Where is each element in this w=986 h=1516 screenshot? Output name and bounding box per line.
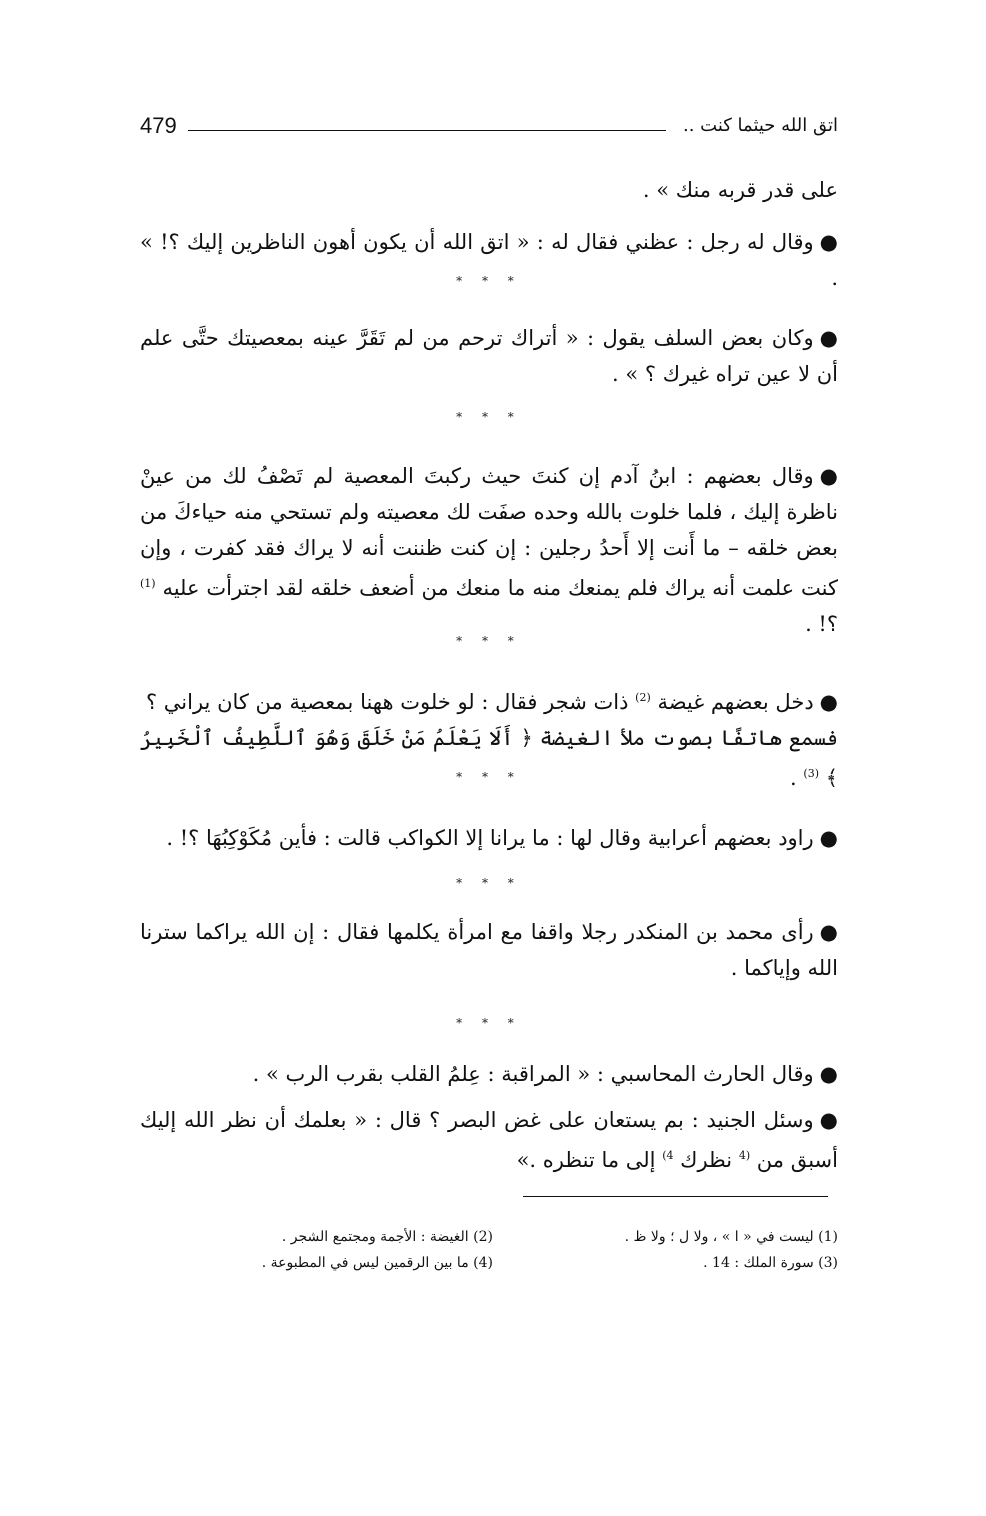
- page-number: 479: [140, 113, 177, 138]
- footnote-ref: (4: [738, 1149, 751, 1162]
- page-header: [140, 108, 838, 144]
- section-separator: * * *: [456, 876, 522, 890]
- bullet-icon: ●: [819, 230, 838, 254]
- bullet-icon: ●: [819, 464, 838, 488]
- footnote-3: (3) سورة الملك : 14 .: [703, 1255, 838, 1271]
- paragraph-text-tail: .: [790, 766, 804, 790]
- footnote-2: (2) الغيضة : الأجمة ومجتمع الشجر .: [281, 1229, 493, 1245]
- section-separator: * * *: [456, 274, 522, 288]
- paragraph-text: وقال له رجل : عظني فقال له : « اتق الله أن يكون أهون الناظرين إليك ؟! » .: [140, 230, 838, 290]
- footnote-ref: (2): [635, 691, 651, 704]
- paragraph-5: [140, 820, 838, 856]
- paragraph-continuation: [140, 172, 838, 208]
- paragraph-text-tail: ؟! .: [805, 612, 838, 636]
- footnotes: [140, 1224, 838, 1276]
- running-title: اتق الله حيثما كنت ..: [682, 115, 838, 136]
- paragraph-text: وسئل الجنيد : بم يستعان على غض البصر ؟ قال : « بعلمك أن نظر الله إليك أسبق من: [140, 1108, 838, 1172]
- paragraph-text-tail: نظرك: [673, 1148, 739, 1172]
- section-separator: * * *: [456, 1016, 522, 1030]
- footnote-ref: (3): [803, 767, 819, 780]
- paragraph-6: [140, 914, 838, 986]
- paragraph-text: وقال الحارث المحاسبي : « المراقبة : عِلمُ القلب بقرب الرب » .: [252, 1062, 814, 1086]
- paragraph-8: [140, 1102, 838, 1178]
- paragraph-text: رأى محمد بن المنكدر رجلا واقفا مع امرأة يكلمها فقال : إن الله يراكما سترنا الله وإياكما .: [140, 920, 838, 980]
- footnote-ref: (1): [140, 577, 156, 590]
- paragraph-text-tail: ذات شجر فقال : لو خلوت ههنا بمعصية من كان يراني ؟: [145, 690, 636, 714]
- quran-verse: فسمع هاتفًا بصوت ملأ الغيضة ﴿ أَلَا يَعْلَمُ مَنْ خَلَقَ وَهُوَ ٱللَّطِيفُ ٱلْخَبِيرُ ﴾: [140, 726, 838, 790]
- section-separator: * * *: [456, 770, 522, 784]
- bullet-icon: ●: [819, 920, 838, 944]
- footnote-1: (1) ليست في « ا » ، ولا ل ؛ ولا ظ .: [624, 1229, 838, 1245]
- paragraph-text: دخل بعضهم غيضة: [657, 690, 814, 714]
- section-separator: * * *: [456, 634, 522, 648]
- footnote-4: (4) ما بين الرقمين ليس في المطبوعة .: [261, 1255, 493, 1271]
- paragraph-text: وقال بعضهم : ابنُ آدم إن كنتَ حيث ركبتَ المعصية لم تَصْفُ لك من عينْ ناظرة إليك ، فلما خلوت بالله وحده صفَت لك معصيته ولم تستحي منه حياءكَ من بعض خلقه – ما أَنت إلا أَحدُ رجلين : إن كنت ظننت أنه لا يراك فقد كفرت ، وإن كنت علمت أنه يراك فلم يمنعك منه ما منعك من أضعف خلقه لقد اجترأت عليه: [140, 464, 838, 600]
- footnote-row: [140, 1250, 838, 1276]
- bullet-icon: ●: [819, 826, 838, 850]
- footnote-ref: 4): [662, 1149, 674, 1162]
- header-rule: [188, 130, 666, 131]
- paragraph-text: على قدر قربه منك » .: [642, 178, 838, 202]
- paragraph-7: [140, 1056, 838, 1092]
- bullet-icon: ●: [819, 1062, 838, 1086]
- bullet-icon: ●: [819, 326, 838, 350]
- bullet-icon: ●: [819, 1108, 838, 1132]
- footnote-rule: [523, 1196, 828, 1197]
- bullet-icon: ●: [819, 690, 838, 714]
- footnote-row: [140, 1224, 838, 1250]
- paragraph-text: وكان بعض السلف يقول : « أتراك ترحم من لم تَقَرَّ عينه بمعصيتك حتَّى علم أن لا عين تراه غيرك ؟ » .: [140, 326, 838, 386]
- paragraph-text-tail: إلى ما تنظره .»: [516, 1148, 663, 1172]
- section-separator: * * *: [456, 410, 522, 424]
- paragraph-3: [140, 458, 838, 642]
- paragraph-text: راود بعضهم أعرابية وقال لها : ما يرانا إلا الكواكب قالت : فأين مُكَوْكِبُهَا ؟! .: [166, 826, 814, 850]
- paragraph-2: [140, 320, 838, 392]
